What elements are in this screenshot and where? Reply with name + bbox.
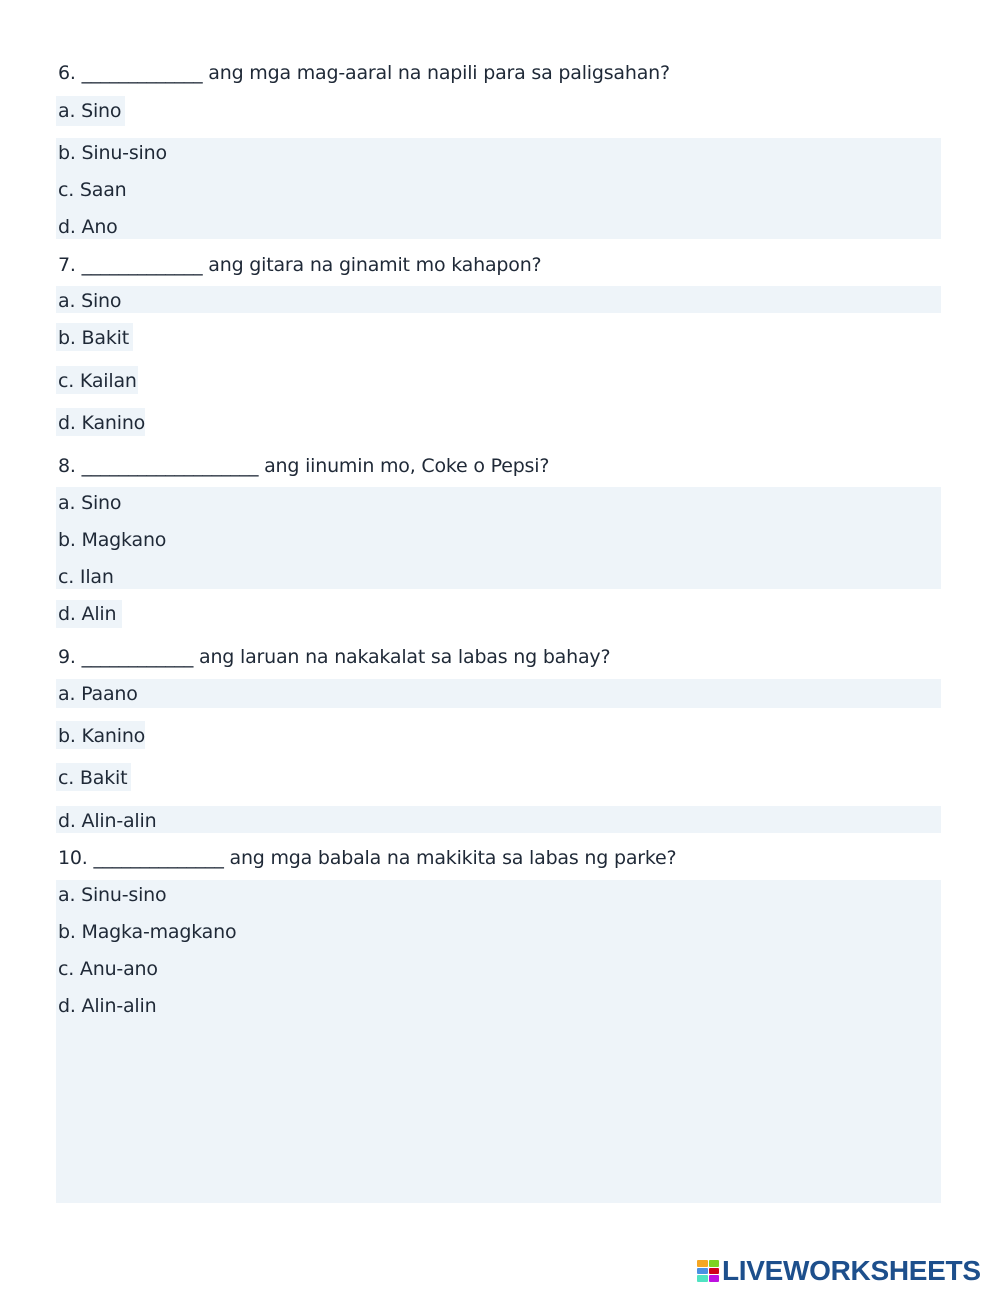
- answer-box-q9-d[interactable]: [56, 806, 941, 833]
- logo-square-1: [697, 1260, 708, 1267]
- question-6-option-c[interactable]: c. Saan: [58, 179, 127, 201]
- question-10-option-c[interactable]: c. Anu-ano: [58, 958, 158, 980]
- liveworksheets-logo: [697, 1255, 981, 1287]
- question-9-option-b[interactable]: b. Kanino: [58, 725, 146, 747]
- question-7-option-b[interactable]: b. Bakit: [58, 327, 129, 349]
- question-9-option-c[interactable]: c. Bakit: [58, 767, 128, 789]
- question-8-option-b[interactable]: b. Magkano: [58, 529, 167, 551]
- question-8-stem: 8. ___________________ ang iinumin mo, Coke o Pepsi?: [58, 455, 550, 477]
- logo-square-4: [709, 1268, 720, 1275]
- logo-square-5: [697, 1275, 708, 1282]
- question-8-option-d[interactable]: d. Alin: [58, 603, 117, 625]
- question-6-option-b[interactable]: b. Sinu-sino: [58, 142, 167, 164]
- question-10-option-a[interactable]: a. Sinu-sino: [58, 884, 167, 906]
- question-9-option-a[interactable]: a. Paano: [58, 683, 138, 705]
- liveworksheets-logo-text: LIVEWORKSHEETS: [722, 1255, 981, 1286]
- answer-box-q7-a[interactable]: [56, 286, 941, 313]
- logo-square-3: [697, 1268, 708, 1275]
- question-6-stem: 6. _____________ ang mga mag-aaral na napili para sa paligsahan?: [58, 62, 670, 84]
- question-8-option-c[interactable]: c. Ilan: [58, 566, 114, 588]
- question-8-option-a[interactable]: a. Sino: [58, 492, 122, 514]
- question-10-option-d[interactable]: d. Alin-alin: [58, 995, 157, 1017]
- question-10-option-b[interactable]: b. Magka-magkano: [58, 921, 237, 943]
- question-7-option-a[interactable]: a. Sino: [58, 290, 122, 312]
- answer-box-q6-bcd[interactable]: [56, 138, 941, 239]
- question-9-option-d[interactable]: d. Alin-alin: [58, 810, 157, 832]
- question-7-option-d[interactable]: d. Kanino: [58, 412, 146, 434]
- question-7-stem: 7. _____________ ang gitara na ginamit mo kahapon?: [58, 254, 542, 276]
- question-6-option-d[interactable]: d. Ano: [58, 216, 118, 238]
- logo-square-6: [709, 1275, 720, 1282]
- question-9-stem: 9. ____________ ang laruan na nakakalat sa labas ng bahay?: [58, 646, 611, 668]
- answer-box-q9-a[interactable]: [56, 679, 941, 708]
- answer-box-q8-abc[interactable]: [56, 487, 941, 589]
- question-6-option-a[interactable]: a. Sino: [58, 100, 122, 122]
- question-10-stem: 10. ______________ ang mga babala na makikita sa labas ng parke?: [58, 847, 677, 869]
- liveworksheets-logo-icon: [697, 1260, 719, 1282]
- question-7-option-c[interactable]: c. Kailan: [58, 370, 137, 392]
- logo-square-2: [709, 1260, 720, 1267]
